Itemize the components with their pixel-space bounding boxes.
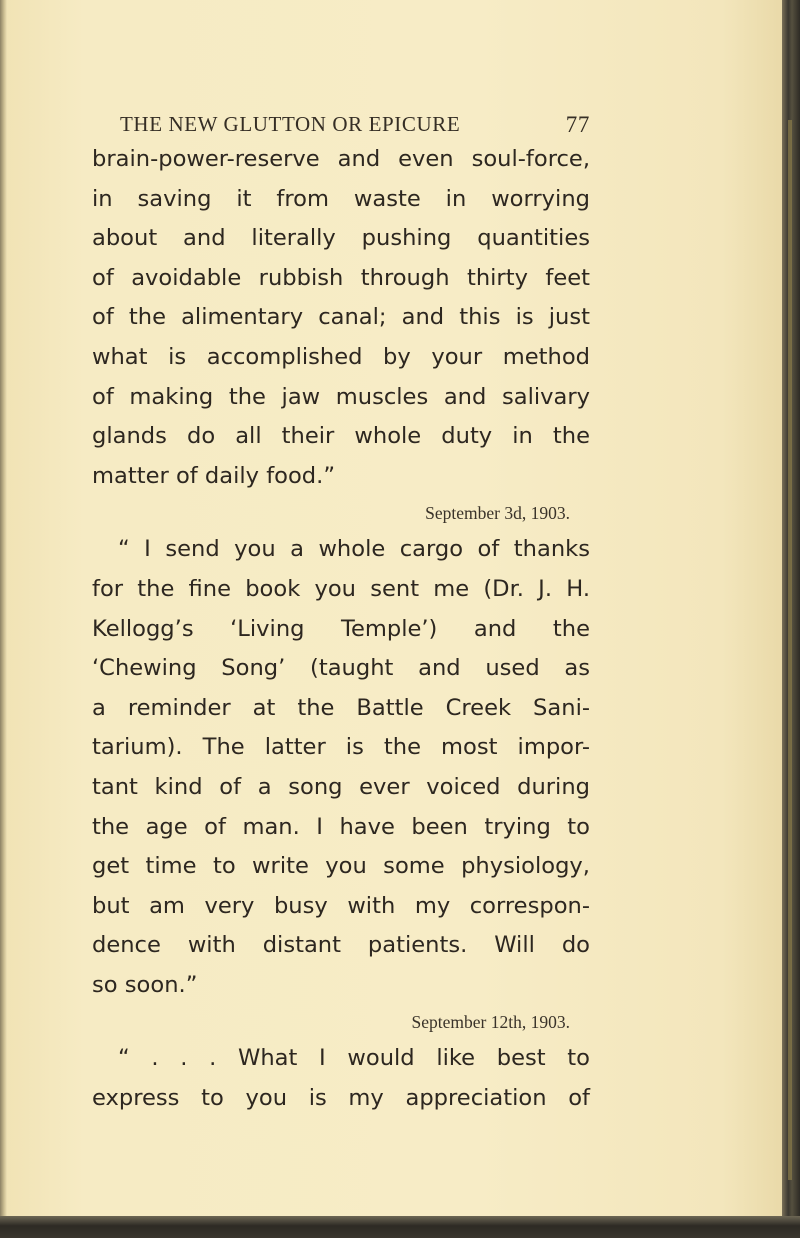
text-line: express to you is my appreciation of [92, 1085, 590, 1112]
text-line: but am very busy with my correspon- [92, 892, 590, 919]
text-line: dence with distant patients. Will do [92, 932, 590, 959]
text-line: a reminder at the Battle Creek Sani- [92, 694, 590, 721]
text-line: get time to write you some physiology, [92, 853, 590, 880]
page-left-shadow [0, 0, 7, 1238]
paragraph-1 [92, 140, 590, 496]
body-text [92, 140, 590, 1119]
text-line: “ I send you a whole cargo of thanks [118, 536, 590, 563]
letter-date: September 3d, 1903. [425, 503, 570, 524]
text-line: the age of man. I have been trying to [92, 813, 590, 840]
paragraph-3 [92, 1005, 590, 1118]
text-line: ‘Chewing Song’ (taught and used as [92, 655, 590, 682]
page-bottom-edge [0, 1216, 800, 1238]
text-line: “ . . . What I would like best to [118, 1045, 590, 1072]
text-line: matter of daily food.” [92, 462, 336, 489]
text-line: so soon.” [92, 971, 198, 998]
text-line: glands do all their whole duty in the [92, 423, 590, 450]
text-line: of avoidable rubbish through thirty feet [92, 264, 590, 291]
text-line: tant kind of a song ever voiced during [92, 773, 590, 800]
text-line: in saving it from waste in worrying [92, 185, 590, 212]
letter-date: September 12th, 1903. [411, 1012, 570, 1033]
page-number: 77 [565, 112, 590, 137]
text-line: brain-power-reserve and even soul-force, [92, 146, 590, 172]
text-line: tarium). The latter is the most impor- [92, 734, 590, 761]
text-line: Kellogg’s ‘Living Temple’) and the [92, 615, 590, 642]
text-line: what is accomplished by your method [92, 343, 590, 370]
text-line: of the alimentary canal; and this is just [92, 304, 590, 331]
paragraph-2 [92, 496, 590, 1005]
page-right-edge-binding [788, 120, 792, 1180]
running-header-title: THE NEW GLUTTON OR EPICURE [120, 112, 461, 136]
text-line: about and literally pushing quantities [92, 225, 590, 252]
text-line: for the fine book you sent me (Dr. J. H. [92, 575, 590, 602]
text-line: of making the jaw muscles and salivary [92, 383, 590, 410]
